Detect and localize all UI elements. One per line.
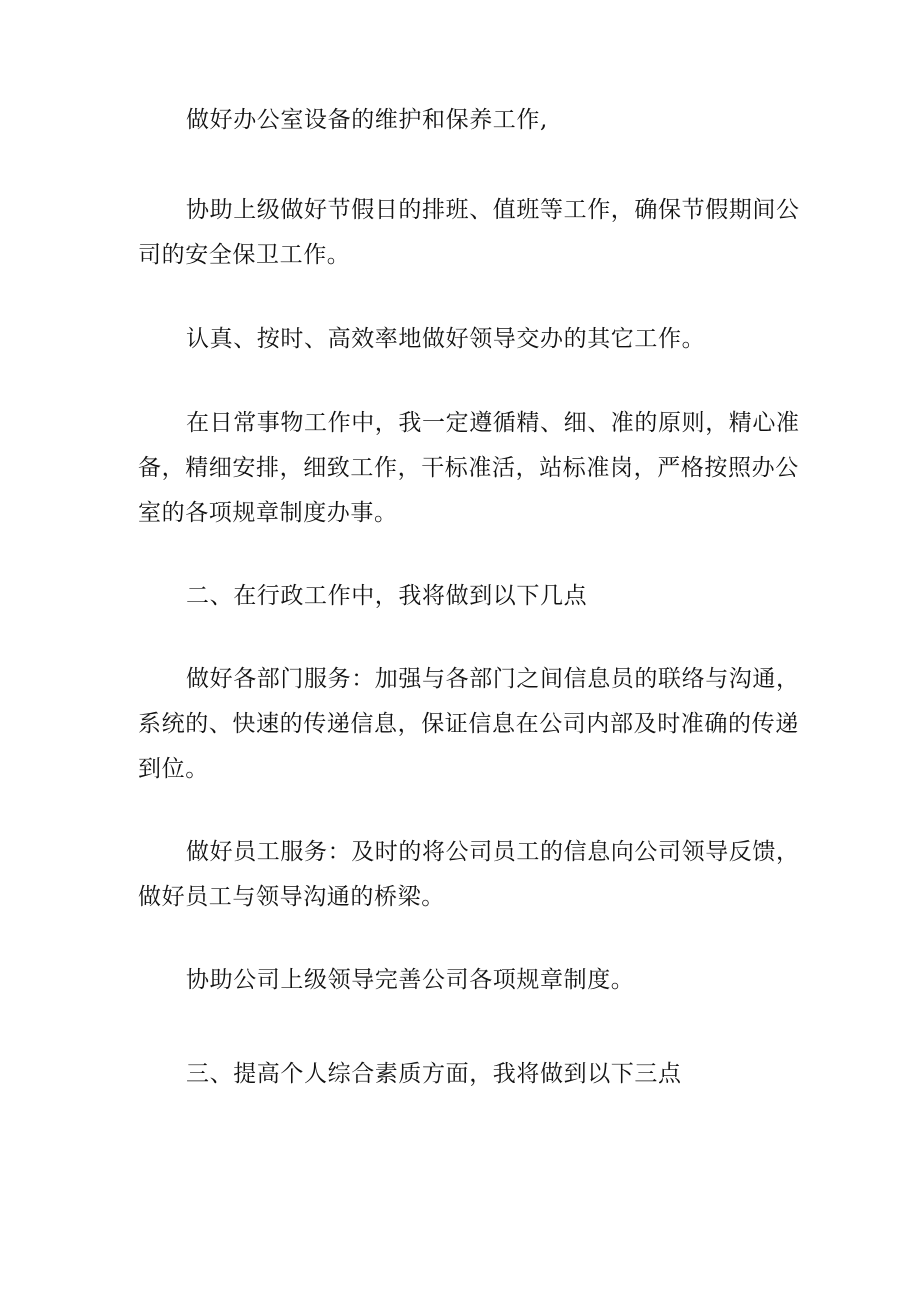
paragraph-department-service: 做好各部门服务：加强与各部门之间信息员的联络与沟通，系统的、快速的传递信息，保证信息在公司内部及时准确的传递到位。 xyxy=(138,666,800,782)
paragraph-leader-tasks: 认真、按时、高效率地做好领导交办的其它工作。 xyxy=(186,326,706,352)
paragraph-employee-service: 做好员工服务：及时的将公司员工的信息向公司领导反馈，做好员工与领导沟通的桥梁。 xyxy=(138,839,800,910)
paragraph-regulations: 协助公司上级领导完善公司各项规章制度。 xyxy=(186,967,635,993)
paragraph-daily-affairs: 在日常事物工作中，我一定遵循精、细、准的原则，精心准备，精细安排，细致工作，干标准活，站标准岗，严格按照办公室的各项规章制度办事。 xyxy=(138,410,800,526)
paragraph-holiday-duty: 协助上级做好节假日的排班、值班等工作，确保节假期间公司的安全保卫工作。 xyxy=(138,197,800,268)
section-heading-administration: 二、在行政工作中，我将做到以下几点 xyxy=(186,583,588,609)
section-heading-personal-quality: 三、提高个人综合素质方面，我将做到以下三点 xyxy=(186,1061,682,1087)
paragraph-equipment-maintenance: 做好办公室设备的维护和保养工作, xyxy=(186,107,548,133)
